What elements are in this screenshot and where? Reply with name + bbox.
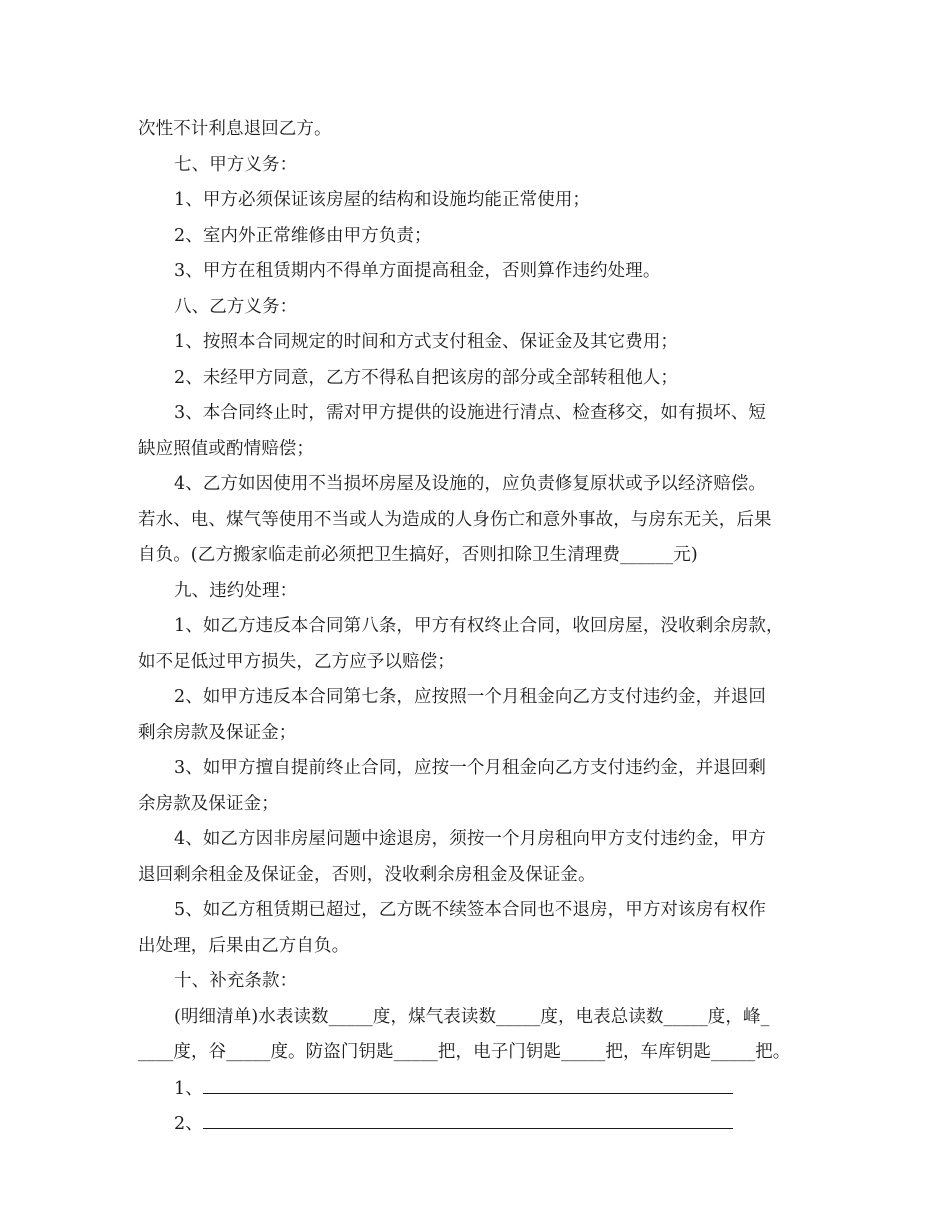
text-line: 4、乙方如因使用不当损坏房屋及设施的，应负责修复原状或予以经济赔偿。	[174, 474, 767, 494]
text-line: 4、如乙方因非房屋问题中途退房，须按一个月房租向甲方支付违约金，甲方	[174, 829, 767, 849]
text-line: (明细清单)水表读数_____度，煤气表读数_____度，电表总读数_____度，峰_	[174, 1006, 770, 1027]
blank-item-1	[138, 1071, 818, 1107]
text-line: 次性不计利息退回乙方。	[138, 119, 332, 139]
section-heading-supplementary: 十、补充条款：	[174, 971, 298, 991]
text-line: 1、按照本合同规定的时间和方式支付租金、保证金及其它费用；	[174, 332, 679, 352]
text-line: 退回剩余租金及保证金，否则，没收剩余房租金及保证金。	[138, 864, 596, 885]
text-line: 1、如乙方违反本合同第八条，甲方有权终止合同，收回房屋，没收剩余房款，	[174, 616, 784, 636]
blank-item-label: 1、	[174, 1078, 203, 1099]
blank-item-label: 2、	[174, 1114, 203, 1134]
text-line: 如不足低过甲方损失，乙方应予以赔偿；	[138, 651, 455, 672]
text-line: 缺应照值或酌情赔偿；	[138, 438, 314, 459]
contract-body	[138, 112, 818, 1142]
text-line: 3、如甲方擅自提前终止合同，应按一个月租金向乙方支付违约金，并退回剩	[174, 758, 767, 778]
text-line: ____度，谷_____度。防盗门钥匙_____把，电子门钥匙_____把，车库钥匙_____把。	[138, 1042, 791, 1062]
section-heading-party-a-duties: 七、甲方义务：	[174, 154, 298, 175]
text-line: 自负。(乙方搬家临走前必须把卫生搞好，否则扣除卫生清理费______元)	[138, 545, 698, 565]
section-heading-breach: 九、违约处理：	[174, 580, 298, 601]
text-line: 1、甲方必须保证该房屋的结构和设施均能正常使用；	[174, 190, 591, 210]
text-line: 3、甲方在租赁期内不得单方面提高租金，否则算作违约处理。	[174, 261, 661, 281]
text-line: 余房款及保证金；	[138, 793, 279, 814]
text-line: 3、本合同终止时，需对甲方提供的设施进行清点、检查移交，如有损坏、短	[174, 403, 767, 423]
text-line: 2、如甲方违反本合同第七条，应按照一个月租金向乙方支付违约金，并退回	[174, 687, 767, 707]
text-line: 剩余房款及保证金；	[138, 722, 297, 743]
text-line: 2、室内外正常维修由甲方负责；	[174, 225, 432, 246]
blank-item-2	[138, 1106, 818, 1142]
text-line: 若水、电、煤气等使用不当或人为造成的人身伤亡和意外事故，与房东无关，后果	[138, 509, 772, 530]
fill-in-blank-line	[203, 1071, 733, 1094]
fill-in-blank-line	[203, 1106, 733, 1129]
text-line: 出处理，后果由乙方自负。	[138, 935, 350, 956]
section-heading-party-b-duties: 八、乙方义务：	[174, 296, 298, 317]
text-line: 5、如乙方租赁期已超过，乙方既不续签本合同也不退房，甲方对该房有权作	[174, 900, 767, 920]
text-line: 2、未经甲方同意，乙方不得私自把该房的部分或全部转租他人；	[174, 367, 679, 388]
